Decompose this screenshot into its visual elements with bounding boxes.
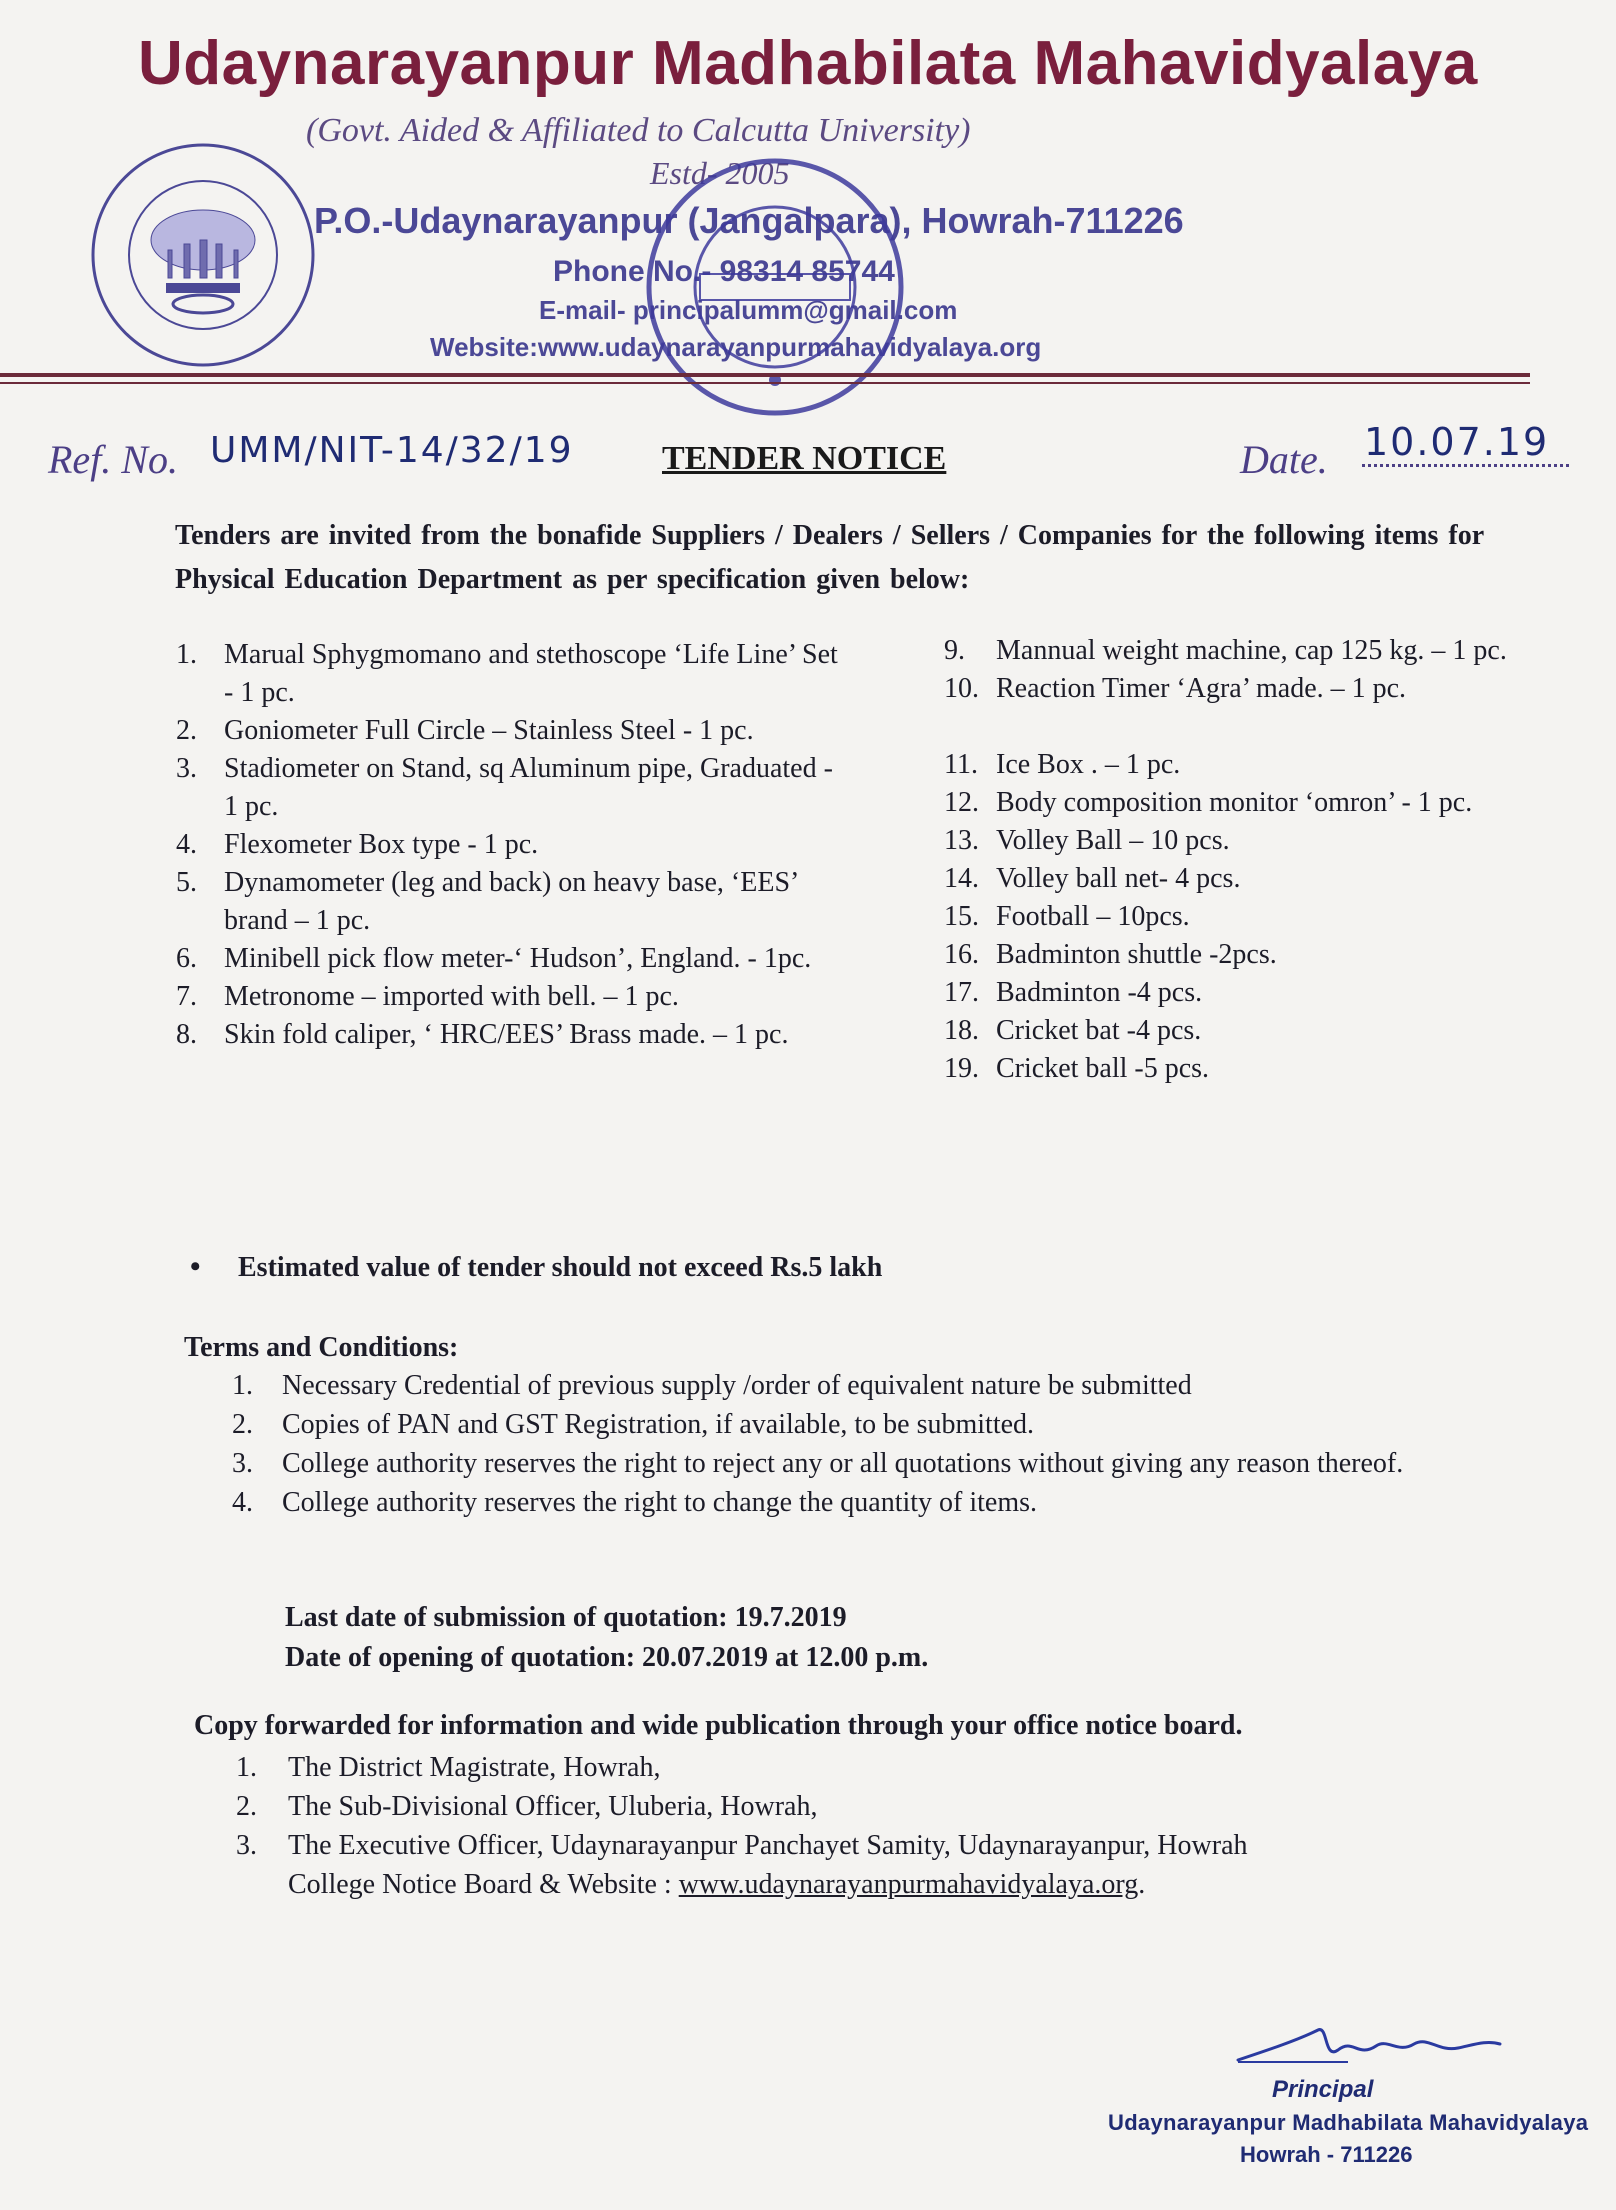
ref-label: Ref. No. <box>48 437 178 482</box>
list-item: 2. The Sub-Divisional Officer, Uluberia, Howrah, <box>236 1791 818 1822</box>
copy-forwarded-heading: Copy forwarded for information and wide publication through your office notice board. <box>194 1710 1243 1741</box>
list-item: 4. Flexometer Box type - 1 pc. <box>176 829 539 860</box>
list-item: 15. Football – 10pcs. <box>944 901 1190 932</box>
last-submission-date: Last date of submission of quotation: 19.7.2019 <box>285 1602 847 1633</box>
estimate-note: • Estimated value of tender should not exceed Rs.5 lakh <box>190 1250 883 1283</box>
list-item: 3. The Executive Officer, Udaynarayanpur Panchayet Samity, Udaynarayanpur, Howrah College Notice Board & Website : www.udaynarayanpurmahavidyalaya.org. <box>236 1830 1248 1900</box>
list-item: 12. Body composition monitor ‘omron’ - 1 pc. <box>944 787 1473 818</box>
letterhead-rule-thick <box>0 373 1530 377</box>
email-address: E-mail- principalumm@gmail.com <box>539 295 958 325</box>
signatory-college-stamp: Udaynarayanpur Madhabilata Mahavidyalaya <box>1108 2110 1589 2135</box>
affiliation-line: (Govt. Aided & Affiliated to Calcutta University) <box>306 112 971 149</box>
list-item: 2. Goniometer Full Circle – Stainless Steel - 1 pc. <box>176 715 754 746</box>
quotation-dates <box>285 1598 928 1678</box>
list-item: 4. College authority reserves the right to change the quantity of items. <box>232 1487 1038 1518</box>
list-item: 11. Ice Box . – 1 pc. <box>944 749 1181 780</box>
college-logo-seal <box>88 140 318 370</box>
college-name: Udaynarayanpur Madhabilata Mahavidyalaya <box>138 29 1478 98</box>
list-item: 3. College authority reserves the right to reject any or all quotations without giving any reason thereof. <box>232 1448 1404 1479</box>
signatory-place-stamp: Howrah - 711226 <box>1240 2142 1413 2167</box>
list-item: 1. The District Magistrate, Howrah, <box>236 1752 661 1783</box>
list-item: 14. Volley ball net- 4 pcs. <box>944 863 1241 894</box>
ref-number: UMM/NIT-14/32/19 <box>210 430 574 471</box>
copy-forwarded-list <box>236 1748 1556 1904</box>
phone-number: Phone No.- 98314 85744 <box>553 255 895 288</box>
postal-address: P.O.-Udaynarayanpur (Jangalpara), Howrah-711226 <box>314 200 1184 241</box>
list-item: 13. Volley Ball – 10 pcs. <box>944 825 1230 856</box>
bullet-icon: • <box>190 1250 201 1283</box>
list-item: 17. Badminton -4 pcs. <box>944 977 1203 1008</box>
list-item: 2. Copies of PAN and GST Registration, if available, to be submitted. <box>232 1409 1035 1440</box>
list-item: 19. Cricket ball -5 pcs. <box>944 1053 1210 1084</box>
list-item: 8. Skin fold caliper, ‘ HRC/EES’ Brass made. – 1 pc. <box>176 1019 789 1050</box>
signatory-title: Principal <box>1272 2076 1374 2103</box>
notice-board-label: College Notice Board & Website : <box>288 1869 679 1900</box>
list-item: 1. Marual Sphygmomano and stethoscope ‘Life Line’ Set - 1 pc. <box>176 639 838 708</box>
list-item: 5. Dynamometer (leg and back) on heavy base, ‘EES’ brand – 1 pc. <box>176 867 798 936</box>
list-item: 1. Necessary Credential of previous supply /order of equivalent nature be submitted <box>232 1370 1192 1401</box>
items-list-left <box>176 636 846 1054</box>
list-item: 9. Mannual weight machine, cap 125 kg. – 1 pc. <box>944 635 1507 666</box>
intro-paragraph: Tenders are invited from the bonafide Suppliers / Dealers / Sellers / Companies for the following items for Physical Education Department as per specification given below: <box>175 520 1484 595</box>
list-item: 6. Minibell pick flow meter-‘ Hudson’, England. - 1pc. <box>176 943 812 974</box>
estd-line: Estd- 2005 <box>650 155 790 191</box>
items-list-right <box>944 632 1584 1088</box>
list-item: 7. Metronome – imported with bell. – 1 pc. <box>176 981 679 1012</box>
website-address: Website:www.udaynarayanpurmahavidyalaya.org <box>430 332 1042 362</box>
terms-heading: Terms and Conditions: <box>184 1332 459 1363</box>
terms-list <box>232 1366 1472 1522</box>
date-value: 10.07.19 <box>1362 420 1569 467</box>
list-item: 3. Stadiometer on Stand, sq Aluminum pipe, Graduated - 1 pc. <box>176 753 833 822</box>
list-item: 18. Cricket bat -4 pcs. <box>944 1015 1202 1046</box>
opening-date: Date of opening of quotation: 20.07.2019 at 12.00 p.m. <box>285 1642 929 1673</box>
date-label: Date. <box>1240 437 1328 482</box>
list-item: 16. Badminton shuttle -2pcs. <box>944 939 1277 970</box>
website-link[interactable]: www.udaynarayanpurmahavidyalaya.org <box>678 1869 1139 1900</box>
banyan-tree-icon <box>151 210 255 278</box>
letterhead-rule-thin <box>0 382 1530 384</box>
list-item: 10. Reaction Timer ‘Agra’ made. – 1 pc. <box>944 673 1407 704</box>
notice-title: TENDER NOTICE <box>662 440 947 477</box>
